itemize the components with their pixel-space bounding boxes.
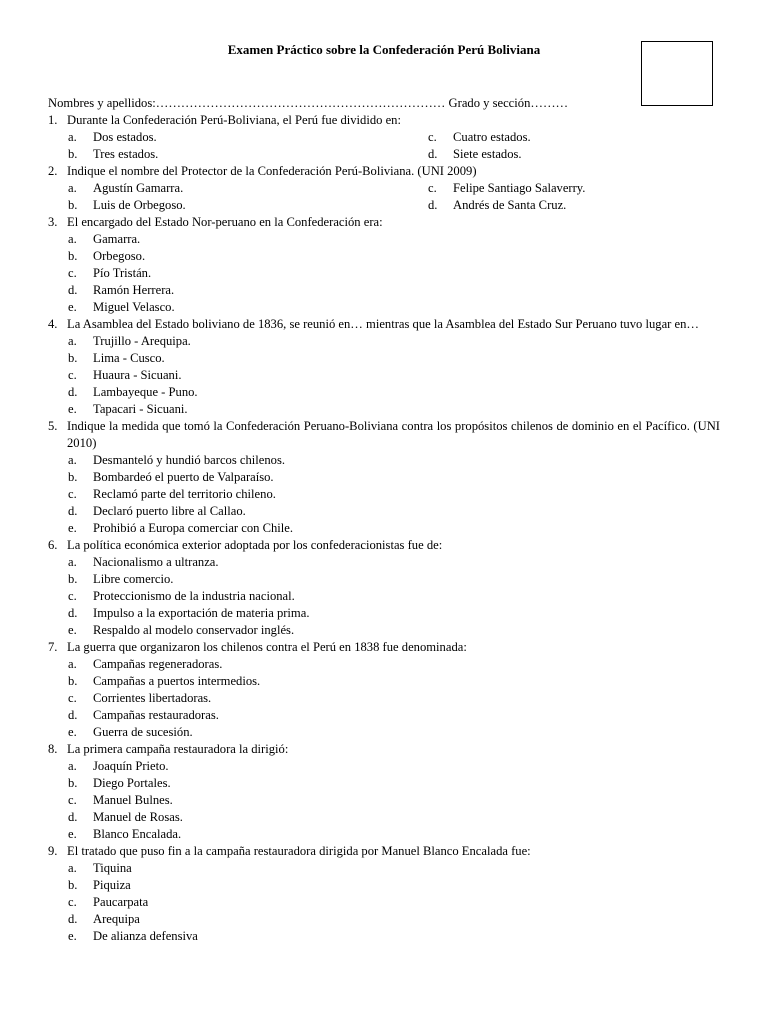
option-list	[48, 452, 720, 537]
option-letter: c.	[68, 589, 77, 603]
answer-option	[68, 826, 720, 843]
answer-option	[68, 877, 720, 894]
option-text: Blanco Encalada.	[93, 827, 182, 841]
question-text: La política económica exterior adoptada por los confederacionistas fue de:	[67, 538, 443, 552]
question-number: 9.	[48, 844, 58, 858]
answer-option	[428, 146, 728, 163]
option-letter: c.	[68, 793, 77, 807]
question-text: La primera campaña restauradora la dirigió:	[67, 742, 289, 756]
option-text: Dos estados.	[93, 130, 157, 144]
option-text: De alianza defensiva	[93, 929, 198, 943]
option-letter: d.	[68, 504, 78, 518]
option-text: Tres estados.	[93, 147, 159, 161]
answer-option	[428, 129, 728, 146]
question-number: 7.	[48, 640, 58, 654]
answer-option	[68, 622, 720, 639]
answer-option	[68, 707, 720, 724]
answer-option	[68, 520, 720, 537]
name-line: Nombres y apellidos:…………………………………………………………… Grado y sección………	[48, 96, 569, 110]
option-letter: e.	[68, 623, 77, 637]
answer-option	[68, 894, 720, 911]
option-letter: c.	[68, 895, 77, 909]
question-text: Indique la medida que tomó la Confederación Peruano-Boliviana contra los propósitos chilenos de dominio en el Pacífico. (UNI 2010)	[67, 419, 720, 450]
option-letter: c.	[68, 266, 77, 280]
option-letter: a.	[68, 181, 77, 195]
question-text: Durante la Confederación Perú-Boliviana, el Perú fue dividido en:	[67, 113, 401, 127]
question-number: 2.	[48, 164, 58, 178]
answer-option	[68, 469, 720, 486]
option-text: Orbegoso.	[93, 249, 146, 263]
option-letter: b.	[68, 198, 78, 212]
option-letter: e.	[68, 725, 77, 739]
option-list	[48, 656, 720, 741]
option-letter: b.	[68, 572, 78, 586]
option-text: Piquiza	[93, 878, 131, 892]
answer-option	[68, 248, 720, 265]
answer-option	[68, 860, 720, 877]
question	[48, 163, 720, 214]
option-letter: c.	[428, 130, 437, 144]
question-number: 5.	[48, 419, 58, 433]
option-text: Siete estados.	[453, 147, 522, 161]
answer-option	[68, 809, 720, 826]
answer-option	[68, 486, 720, 503]
option-text: Campañas a puertos intermedios.	[93, 674, 261, 688]
option-letter: d.	[428, 147, 438, 161]
answer-option	[68, 758, 720, 775]
option-text: Desmanteló y hundió barcos chilenos.	[93, 453, 286, 467]
option-text: Libre comercio.	[93, 572, 174, 586]
answer-option	[68, 452, 720, 469]
option-letter: a.	[68, 657, 77, 671]
option-letter: b.	[68, 878, 78, 892]
option-letter: b.	[68, 776, 78, 790]
answer-option	[68, 724, 720, 741]
question	[48, 418, 720, 537]
answer-option	[68, 656, 720, 673]
option-text: Arequipa	[93, 912, 140, 926]
question-number: 1.	[48, 113, 58, 127]
option-text: Tiquina	[93, 861, 132, 875]
answer-option	[68, 129, 428, 146]
answer-option	[68, 588, 720, 605]
question-text: La Asamblea del Estado boliviano de 1836, se reunió en… mientras que la Asamblea del Estado Sur Peruano tuvo lugar en…	[67, 317, 699, 331]
question	[48, 639, 720, 741]
option-letter: b.	[68, 351, 78, 365]
option-text: Agustín Gamarra.	[93, 181, 184, 195]
option-letter: b.	[68, 147, 78, 161]
option-letter: a.	[68, 130, 77, 144]
question-number: 8.	[48, 742, 58, 756]
option-letter: b.	[68, 674, 78, 688]
answer-option	[428, 197, 728, 214]
option-text: Andrés de Santa Cruz.	[453, 198, 567, 212]
exam-title: Examen Práctico sobre la Confederación Perú Boliviana	[227, 42, 541, 57]
option-letter: d.	[68, 708, 78, 722]
option-letter: d.	[68, 385, 78, 399]
option-text: Campañas regeneradoras.	[93, 657, 223, 671]
option-letter: c.	[68, 368, 77, 382]
option-letter: a.	[68, 759, 77, 773]
question	[48, 112, 720, 163]
option-text: Luis de Orbegoso.	[93, 198, 186, 212]
option-letter: c.	[428, 181, 437, 195]
option-list	[48, 180, 720, 214]
option-text: Ramón Herrera.	[93, 283, 175, 297]
option-text: Miguel Velasco.	[93, 300, 175, 314]
answer-option	[68, 197, 428, 214]
option-text: Nacionalismo a ultranza.	[93, 555, 219, 569]
option-letter: a.	[68, 334, 77, 348]
question-stem	[48, 639, 720, 656]
option-text: Lambayeque - Puno.	[93, 385, 198, 399]
photo-box	[641, 41, 713, 106]
question-stem	[48, 316, 720, 333]
question-stem	[48, 112, 720, 129]
option-text: Cuatro estados.	[453, 130, 531, 144]
question-stem	[48, 843, 720, 860]
question-list	[48, 112, 720, 945]
option-letter: e.	[68, 521, 77, 535]
option-text: Huaura - Sicuani.	[93, 368, 182, 382]
option-text: Manuel de Rosas.	[93, 810, 183, 824]
answer-option	[68, 605, 720, 622]
option-letter: c.	[68, 691, 77, 705]
option-text: Prohibió a Europa comerciar con Chile.	[93, 521, 294, 535]
question-stem	[48, 537, 720, 554]
option-letter: e.	[68, 402, 77, 416]
option-text: Pío Tristán.	[93, 266, 152, 280]
question-number: 3.	[48, 215, 58, 229]
option-text: Diego Portales.	[93, 776, 171, 790]
answer-option	[428, 180, 728, 197]
answer-option	[68, 333, 720, 350]
option-letter: b.	[68, 470, 78, 484]
question-stem	[48, 163, 720, 180]
answer-option	[68, 775, 720, 792]
answer-option	[68, 282, 720, 299]
option-letter: e.	[68, 300, 77, 314]
option-letter: d.	[428, 198, 438, 212]
option-text: Paucarpata	[93, 895, 149, 909]
option-list	[48, 758, 720, 843]
option-text: Respaldo al modelo conservador inglés.	[93, 623, 295, 637]
answer-option	[68, 928, 720, 945]
option-text: Felipe Santiago Salaverry.	[453, 181, 586, 195]
option-text: Lima - Cusco.	[93, 351, 165, 365]
option-letter: a.	[68, 453, 77, 467]
option-list	[48, 231, 720, 316]
question	[48, 741, 720, 843]
answer-option	[68, 384, 720, 401]
option-list	[48, 554, 720, 639]
option-text: Manuel Bulnes.	[93, 793, 173, 807]
answer-option	[68, 503, 720, 520]
option-letter: d.	[68, 912, 78, 926]
option-letter: a.	[68, 861, 77, 875]
question-number: 6.	[48, 538, 58, 552]
question	[48, 537, 720, 639]
question-stem	[48, 741, 720, 758]
answer-option	[68, 690, 720, 707]
option-text: Reclamó parte del territorio chileno.	[93, 487, 276, 501]
option-text: Corrientes libertadoras.	[93, 691, 212, 705]
option-letter: e.	[68, 929, 77, 943]
answer-option	[68, 350, 720, 367]
answer-option	[68, 401, 720, 418]
option-text: Trujillo - Arequipa.	[93, 334, 191, 348]
answer-option	[68, 673, 720, 690]
option-letter: d.	[68, 810, 78, 824]
option-text: Impulso a la exportación de materia prima.	[93, 606, 310, 620]
question-text: El tratado que puso fin a la campaña restauradora dirigida por Manuel Blanco Encalada fue:	[67, 844, 531, 858]
answer-option	[68, 792, 720, 809]
option-letter: c.	[68, 487, 77, 501]
option-text: Bombardeó el puerto de Valparaíso.	[93, 470, 274, 484]
question	[48, 843, 720, 945]
question-text: El encargado del Estado Nor-peruano en la Confederación era:	[67, 215, 383, 229]
option-list	[48, 860, 720, 945]
answer-option	[68, 299, 720, 316]
question-stem	[48, 214, 720, 231]
option-text: Declaró puerto libre al Callao.	[93, 504, 246, 518]
question	[48, 214, 720, 316]
option-letter: e.	[68, 827, 77, 841]
answer-option	[68, 911, 720, 928]
option-text: Campañas restauradoras.	[93, 708, 219, 722]
option-text: Joaquín Prieto.	[93, 759, 169, 773]
option-text: Gamarra.	[93, 232, 141, 246]
question-stem	[48, 418, 720, 452]
option-letter: a.	[68, 555, 77, 569]
option-letter: d.	[68, 606, 78, 620]
answer-option	[68, 554, 720, 571]
option-text: Guerra de sucesión.	[93, 725, 193, 739]
option-letter: d.	[68, 283, 78, 297]
option-text: Tapacari - Sicuani.	[93, 402, 188, 416]
question-number: 4.	[48, 317, 58, 331]
answer-option	[68, 231, 720, 248]
option-letter: b.	[68, 249, 78, 263]
answer-option	[68, 367, 720, 384]
question	[48, 316, 720, 418]
answer-option	[68, 571, 720, 588]
answer-option	[68, 146, 428, 163]
option-list	[48, 333, 720, 418]
answer-option	[68, 180, 428, 197]
answer-option	[68, 265, 720, 282]
question-text: Indique el nombre del Protector de la Confederación Perú-Boliviana. (UNI 2009)	[67, 164, 477, 178]
question-text: La guerra que organizaron los chilenos contra el Perú en 1838 fue denominada:	[67, 640, 467, 654]
option-list	[48, 129, 720, 163]
option-letter: a.	[68, 232, 77, 246]
option-text: Proteccionismo de la industria nacional.	[93, 589, 295, 603]
